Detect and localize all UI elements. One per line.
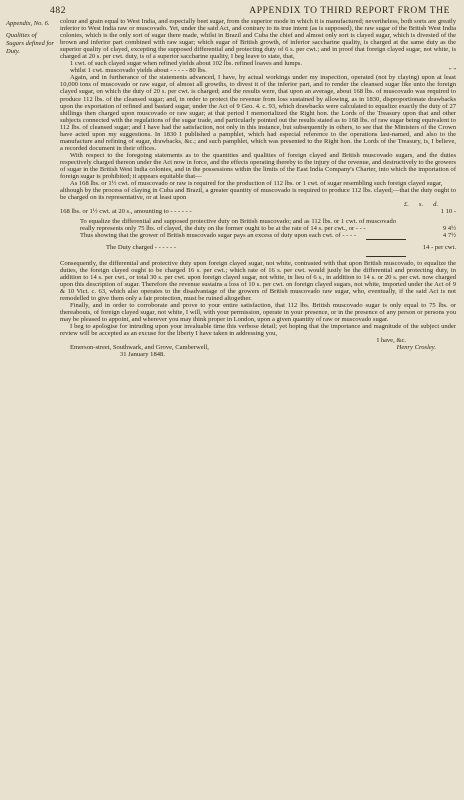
sender-name: Henry Crosley. bbox=[396, 344, 436, 352]
calc-amount: 1 10 - bbox=[440, 208, 456, 216]
yield-line bbox=[60, 67, 456, 74]
page-number: 482 bbox=[50, 6, 67, 16]
closing: I have, &c. bbox=[376, 337, 406, 345]
running-title: APPENDIX TO THIRD REPORT FROM THE bbox=[249, 6, 450, 16]
sum-rule bbox=[366, 239, 406, 240]
page-header bbox=[50, 6, 450, 16]
money-column-headers bbox=[60, 201, 456, 208]
paragraph: With respect to the foregoing statements as to the quantities and qualities of foreign clayed and British muscovado sugars, and the duties respectively charged thereon under the Act now in force, and the effects operating thereby to the injury of the revenue, and destructively to the growers of sugar in the British West India colonies, and in the possessions within the limits of the East India Company's Charter, into which the importation of foreign sugar is prohibited; it appears equitable that— bbox=[60, 151, 456, 181]
ditto-marks: " " bbox=[449, 67, 456, 75]
sender-address: Emerson-street, Southwark, and Grove, Camberwell, bbox=[70, 344, 209, 352]
margin-note-appendix: Appendix, No. 6. bbox=[6, 20, 50, 27]
duty-label: The Duty charged - - - - - - bbox=[106, 244, 177, 252]
letter-date: 31 January 1848. bbox=[120, 351, 165, 359]
calc-text: 168 lbs. or 1½ cwt. at 20 s., amounting to - - - - - - bbox=[60, 208, 192, 216]
calc-row bbox=[60, 232, 456, 239]
yield-text: whilst 1 cwt. muscovado yields about - - - - - 80 lbs. bbox=[70, 67, 207, 75]
calc-row bbox=[60, 208, 456, 215]
calc-text: Thus showing that the grower of British muscovado sugar pays an excess of duty upon each cwt. of - - - - bbox=[80, 232, 356, 240]
calc-amount: 9 4½ bbox=[442, 225, 456, 233]
shillings-header: s. bbox=[418, 201, 424, 209]
paragraph: Finally, and in order to corroborate and prove to your entire satisfaction, that 112 lbs. British muscovado sugar is only equal to 75 lbs. or thereabouts, of foreign clayed sugar, not white, I will, with your permission, operate in your presence, or in the presence of any person or persons you may be pleased to appoint, and wherever you may think proper in London, upon a given quantity of raw or muscovado sugar. bbox=[60, 301, 456, 323]
margin-note-qualities: Qualities of Sugars defined for Duty. bbox=[6, 32, 55, 55]
yield-text: 1 cwt. of such clayed sugar when refined yields about 102 lbs. refined loaves and lumps. bbox=[70, 60, 302, 68]
duty-amount: 14 - per cwt. bbox=[422, 244, 456, 252]
paragraph: colour and grain equal to West India, and especially beet sugar, from the superior mode in which it is manufactured; nevertheless, both sorts are greatly inferior to West India raw or muscovado. Yet, under the said Act, and contrary to its true intent (as is supposed), the raw sugar of the British West India colonies, which is the only sort of sugar there made, whilst in Brazil and Cuba the chief and almost only sort is clayed sugar, which is divested of the brown and inferior part combined with raw sugar; which sugar of British growth, of inferior saccharine quality, is charged at the same duty as the superior quality of clayed, excepting the supposed differential and protecting duty of 6 s. per cwt.; and in proof that foreign clayed sugar, not white, is charged at 20 s. per cwt. duty, is of a superior saccharine quality, I beg leave to state, that, bbox=[60, 18, 456, 61]
paragraph: As 168 lbs. or 1½ cwt. of muscovado or raw is required for the production of 112 lbs. or 1 cwt. of sugar resembling such foreign clayed sugar, bbox=[70, 180, 443, 188]
paragraph: Consequently, the differential and protective duty upon foreign clayed sugar, not white, contrasted with that upon British muscovado, to equalize the duties, the foreign clayed ought to be charged 16 s. per cwt.; which rate of 16 s. per cwt. would justly be the differential and protecting duty, in addition to 14 s. per cwt., or total 30 s. per cwt. upon foreign clayed sugar, not white, in lieu of 6 s., in addition to 14 s. or 20 s. per cwt. now charged upon this description of sugar. Therefore the revenue sustains a loss of 10 s. per cwt. on foreign clayed sugars, not white, imported under the Act of 9 & 10 Vict. c. 63, which also operates to the disadvantage of the growers of British muscovado raw sugar, who, eventually, if the said Act is not remodelled to give them only a fair protection, must be ruined altogether. bbox=[60, 259, 456, 302]
document-body bbox=[60, 18, 456, 358]
calc-amount: 4 7½ bbox=[442, 232, 456, 240]
signature-line bbox=[60, 344, 456, 351]
calc-text: To equalize the differential and supposed protective duty on British muscovado; and as 112 lbs. or 1 cwt. of muscovado really represents only 75 lbs. of clayed, the duty on the former ought to be at the rate of 14 s. per cwt., or - - - bbox=[80, 218, 396, 233]
pence-header: d. bbox=[433, 201, 438, 209]
pounds-header: £. bbox=[403, 201, 409, 209]
calc-row bbox=[60, 218, 456, 232]
paragraph: Again, and in furtherance of the statements advanced, I have, by actual workings under my inspection, operated (not by claying) upon at least 10,000 tons of muscovado or raw sugar, of almost all growths, to divest it of the inferior part, and to render the cleansed sugar like unto the foreign clayed sugar, on which the duty of 20 s. per cwt. is charged; and the results were, that upon an average, about 168 lbs. of muscovado was required to produce 112 lbs. of the cleansed sugar; and, in order to protect the revenue from loss sustained by allowing, as in 1830, disproportionate drawbacks upon the exportation of refined and bastard sugar, under the Act of 9 Geo. 4. c. 93, which drawbacks were calculated to equalize exactly the duty of 27 shillings then charged upon muscovado or raw sugar; at that period I memorialized the Right hon. the Lords of the Treasury upon that and other subjects connected with the regulations of the sugar trade, and particularly pointed out the results stated as to 168 lbs. of raw sugar being equivalent to 112 lbs. of cleansed sugar; and I have had the satisfaction, not only in this instance, but subsequently in others, to see that the Ministers of the Crown have acted upon my suggestions. In 1830 I published a pamphlet, which had especial reference to the operations last-named, and also to the manufacture and refining of sugar, drawbacks, &c.; and such pamphlet, which was presented to the Right hon. the Lords of the Treasury, is, I believe, a recorded document in their offices. bbox=[60, 74, 456, 152]
paragraph: I beg to apologise for intruding upon your invaluable time this verbose detail; yet hoping that the importance and magnitude of the subject under review will be accepted as an excuse for the liberty I have taken in addressing you, bbox=[60, 322, 456, 337]
paragraph: although by the process of claying in Cuba and Brazil, a greater quantity of muscovado is required to produce 112 lbs. clayed;—that the duty ought to be charged on its representative, or at least upon bbox=[60, 187, 456, 202]
duty-charged-row bbox=[60, 244, 456, 251]
yield-line bbox=[60, 60, 456, 67]
